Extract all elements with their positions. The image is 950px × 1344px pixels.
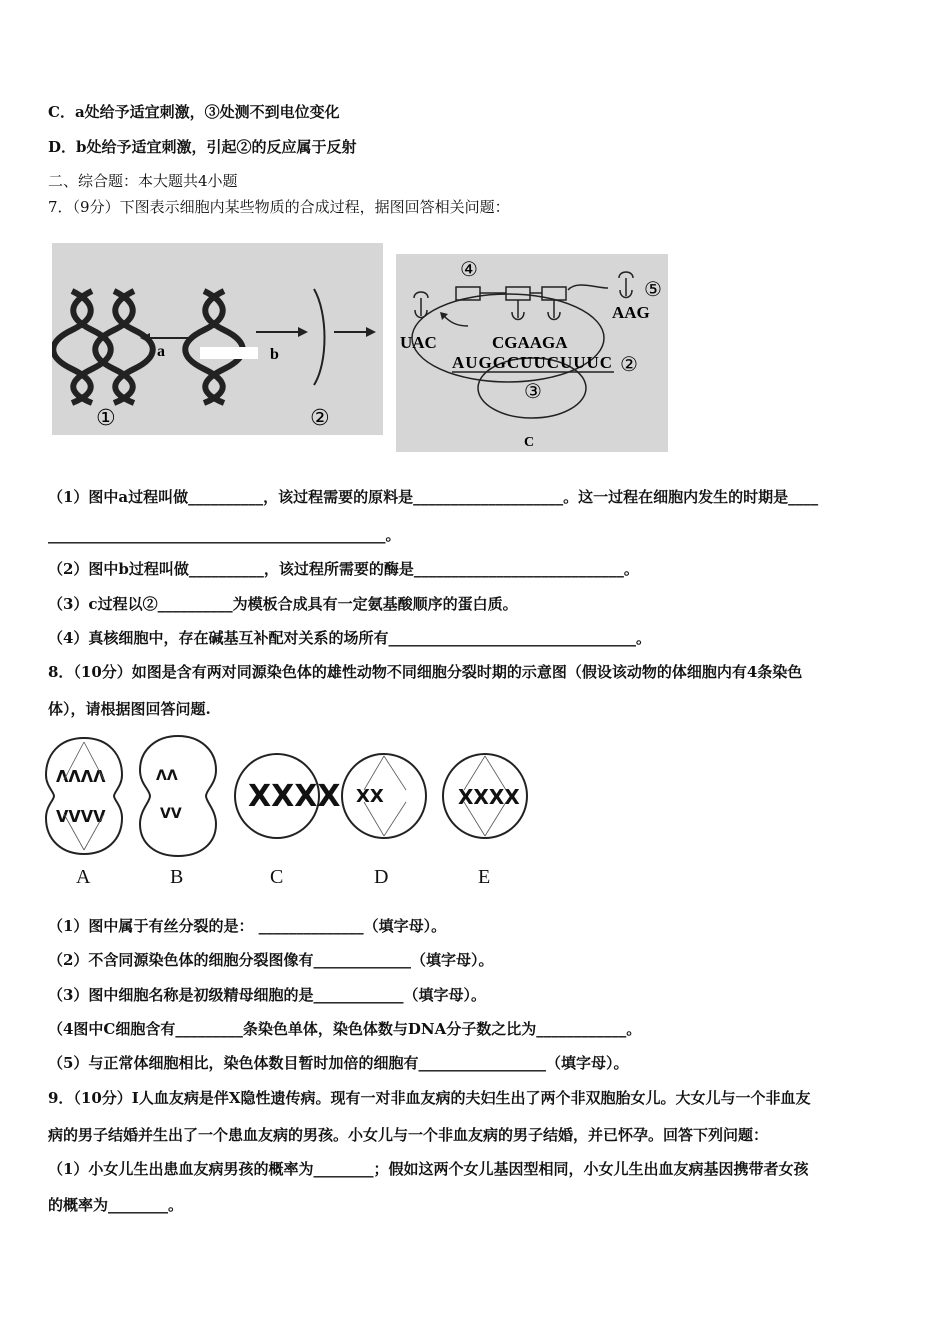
option-d: D．b处给予适宜刺激，引起②的反应属于反射 [48, 138, 357, 156]
q8-part4: （4图中C细胞含有_________条染色单体，染色体数与DNA分子数之比为____________。 [48, 1020, 642, 1038]
cell-division-figure [44, 730, 534, 862]
section-heading: 二、综合题：本大题共4小题 [48, 172, 238, 190]
q7-part4: （4）真核细胞中，存在碱基互补配对关系的场所有_________________________________。 [48, 629, 651, 647]
label-mrna: AUGGCUUCUUUC [452, 353, 612, 372]
q8-stem1: 8．（10分）如图是含有两对同源染色体的雄性动物不同细胞分裂时期的示意图（假设该动物的体细胞内有4条染色 [48, 663, 803, 681]
cell-label-d: D [374, 866, 389, 888]
label-num2: ② [310, 406, 330, 431]
svg-text:ᐱᐱᐱᐱ: ᐱᐱᐱᐱ [56, 767, 106, 786]
translation-figure [396, 254, 668, 452]
label-num5: ⑤ [644, 277, 662, 301]
q9-stem1: 9．（10分）I人血友病是伴X隐性遗传病。现有一对非血友病的夫妇生出了两个非双胞胎女儿。大女儿与一个非血友 [48, 1089, 811, 1107]
label-b: b [270, 346, 279, 363]
svg-text:XXXX: XXXX [458, 785, 520, 809]
svg-text:ᐯᐯᐯᐯ: ᐯᐯᐯᐯ [56, 807, 106, 826]
q7-part1b: _____________________________________________。 [48, 526, 401, 544]
q7-stem: 7．（9分）下图表示细胞内某些物质的合成过程，据图回答相关问题： [48, 198, 510, 216]
svg-text:XXXX: XXXX [248, 779, 341, 814]
q8-part3: （3）图中细胞名称是初级精母细胞的是____________（填字母）。 [48, 986, 486, 1004]
label-num3: ③ [524, 379, 542, 403]
q9-part1b: 的概率为________。 [48, 1196, 184, 1214]
label-num1: ① [96, 406, 116, 431]
label-cgaaga: CGAAGA [492, 333, 568, 352]
dna-process-figure [52, 243, 383, 435]
svg-text:ᐱᐱ: ᐱᐱ [156, 768, 178, 784]
cell-label-a: A [76, 866, 91, 888]
option-c: C．a处给予适宜刺激，③处测不到电位变化 [48, 103, 340, 121]
svg-text:ᐯᐯ: ᐯᐯ [160, 806, 182, 822]
cell-label-e: E [478, 866, 491, 888]
label-num4: ④ [460, 257, 478, 281]
q8-part1: （1）图中属于有丝分裂的是： ______________（填字母）。 [48, 917, 447, 935]
q8-stem2: 体），请根据图回答问题. [48, 700, 211, 718]
q8-part2: （2）不含同源染色体的细胞分裂图像有_____________（填字母）。 [48, 951, 494, 969]
cell-label-b: B [170, 866, 184, 888]
label-num2b: ② [620, 352, 638, 376]
q9-part1a: （1）小女儿生出患血友病男孩的概率为________；假如这两个女儿基因型相同，小女儿生出血友病基因携带者女孩 [48, 1160, 809, 1178]
label-aag: AAG [612, 303, 650, 322]
label-uac: UAC [400, 333, 437, 352]
q7-part3: （3）c过程以②__________为模板合成具有一定氨基酸顺序的蛋白质。 [48, 595, 518, 613]
cell-label-c: C [270, 866, 284, 888]
label-a: a [157, 343, 165, 360]
label-c: C [524, 435, 535, 450]
q7-part1a: （1）图中a过程叫做__________，该过程需要的原料是____________________。这一过程在细胞内发生的时期是____ [48, 488, 819, 506]
q9-stem2: 病的男子结婚并生出了一个患血友病的男孩。小女儿与一个非血友病的男子结婚，并已怀孕。回答下列问题： [48, 1126, 769, 1144]
q7-part2: （2）图中b过程叫做__________，该过程所需要的酶是____________________________。 [48, 560, 639, 578]
svg-text:XX: XX [356, 786, 384, 807]
q8-part5: （5）与正常体细胞相比，染色体数目暂时加倍的细胞有_________________（填字母）。 [48, 1054, 629, 1072]
